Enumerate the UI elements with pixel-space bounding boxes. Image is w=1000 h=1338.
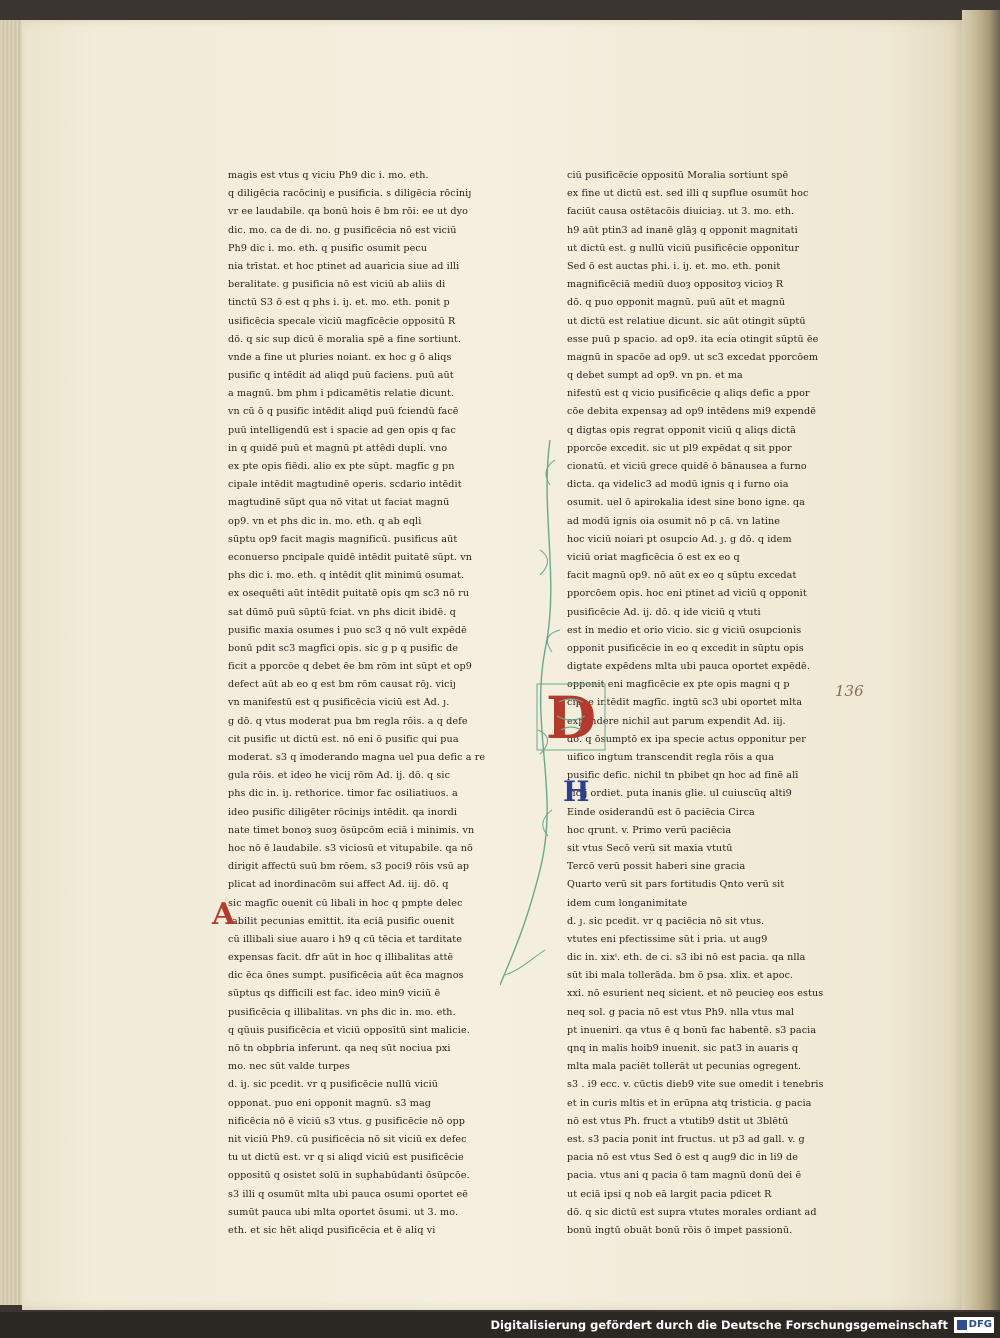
text-line: ficit a pporcōe q debet ēe bm rōm int sūpt et op9 [228,661,472,673]
text-line: Tercō verū possit haberi sine gracia [567,861,746,873]
text-line: magnū in spacōe ad op9. ut sc3 excedat pporcōem [567,351,819,363]
text-line: dic in. xixⁱ. eth. de ci. s3 ibi nō est pacia. qa nlla [567,952,806,964]
text-line: cit pusific ut dictū est. nō eni ō pusific qui pua [228,733,459,745]
text-line: vr ee laudabile. qa bonū hois ē bm rōi: ee ut dyo [228,206,469,218]
text-line: hoc qrunt. v. Primo verū paciēcia [567,824,732,836]
text-line: expensas facit. dfr aūt in hoc q illibalitas attē [228,952,454,964]
text-line: nō tn obpbria inferunt. qa neq sūt nociua pxi [228,1043,451,1054]
text-line: mlta mala paciēt tollerāt ut pecunias ogregent. [567,1061,802,1073]
text-line: a magnū. bm phm i pdicamētis relatie dicunt. [228,388,455,400]
text-line: expendere nichil aut parum expendit Ad. iij. [567,715,786,727]
text-line: ex fine ut dictū est. sed illi q supflue osumūt hoc [567,188,809,200]
text-line: magis est vtus q viciu Ph9 dic i. mo. eth. [228,170,429,181]
text-line: Quarto verū sit pars fortitudis Qnto verū sit [567,879,785,891]
text-line: pporcōe excedit. sic ut pl9 expēdat q sit ppor [567,442,792,454]
text-line: esse puū p spacio. ad op9. ita ecia otingit sūptū ēe [567,333,819,345]
text-line: h9 aūt ptin3 ad inanē glāȝ q opponit magnitati [567,224,798,236]
text-line: dō. q ōsumptō ex ipa specie actus opponitur per [567,733,806,745]
blue-initial-h: H [563,775,590,808]
text-line: tu ut dictū est. vr q si aliqd viciū est pusificēcie [228,1152,464,1164]
text-line: g dō. q vtus moderat pua bm regla rōis. a q defe [228,715,468,727]
text-line: ad modū ignis oia osumit nō p cā. vn latine [567,515,781,527]
text-line: osumit. uel ō apirokalia idest sine bono igne. qa [567,497,805,509]
text-line: tinctū S3 ō est q phs i. iȷ. et. mo. eth. ponit p [228,297,450,309]
text-line: nō est vtus Ph. fruct a vtutib9 dstit ut 3blētū [567,1115,789,1127]
text-line: op9. vn et phs dic in. mo. eth. q ab eqli [228,515,422,527]
text-line: ex pte opis fiēdi. alio ex pte sūpt. magfīc g pn [228,461,455,472]
text-line: vn manifestū est q pusificēcia viciū est Ad. ȷ. [228,697,450,709]
text-line: opponat. puo eni opponit magnū. s3 mag [228,1097,432,1109]
text-line: vtutes eni pfectissime sūt i pria. ut aug9 [567,933,768,945]
text-line: in q quidē puū et magnū pt attēdi dupli. vno [228,442,448,454]
text-line: usificēcia specale viciū magfīcēcie oppositū R [228,315,456,327]
text-line: eth. et sic hēt aliqd pusificēcia et ē aliq vi [228,1224,436,1236]
text-line: hoc nō ē laudabile. s3 viciosū et vitupabile. qa nō [228,842,473,854]
text-line: dic ēca ōnes sumpt. pusificēcia aūt ēca magnos [228,970,464,982]
text-line: econuerso pncipale quidē intēdit puitatē sūpt. vn [228,551,473,563]
text-line: nifestū est q vicio pusificēcie q aliqs defic a ppor [567,388,810,400]
text-line: pacia. vtus ani q pacia ō tam magnū donū dei ē [567,1170,802,1182]
text-line: nia trīstat. et hoc ptinet ad auaricia siue ad illi [228,260,460,272]
text-line: digtate expēdens mlta ubi pauca oportet expēdē. [567,661,810,673]
text-line: pusific maxia osumes i puo sc3 q nō vult expēdē [228,624,467,636]
text-line: gula rōis. et ideo he vicij rōm Ad. ij. dō. q sic [228,770,451,782]
text-line: q diligēcia racōciniȷ e pusificia. s diligēcia rōciniȷ [228,188,472,200]
text-line: qnq in malis hoib9 inuenit. sic pat3 in auaris q [567,1043,799,1054]
text-line: sumūt pauca ubi mlta oportet ōsumi. ut 3. mo. [228,1206,459,1218]
text-line: dō. q sic sup dicū ē moralia spē a fine sortiunt. [228,333,461,345]
text-line: ut dictū est relatiue dicunt. sic aūt otingit sūptū [567,315,806,327]
text-line: sit vtus Secō verū sit maxia vtutū [567,842,733,854]
text-line: nit viciū Ph9. cū pusificēcia nō sit viciū ex defec [228,1133,467,1145]
text-line: d. iȷ. sic pcedit. vr q pusificēcie nullū viciū [228,1079,439,1091]
text-line: s3 . i9 ecc. v. cūctis dieb9 vite sue omedit i tenebris [567,1079,824,1091]
text-line: Ph9 dic i. mo. eth. q pusific osumit pecu [228,242,428,254]
text-line: cū illibali siue auaro i h9 q cū tēcia et tarditate [228,933,462,945]
text-line: ex osequēti aūt intēdit puitatē opis qm sc3 nō ru [228,588,470,600]
text-line: dicta. qa videlic3 ad modū ignis q i furno oia [567,479,789,491]
text-line: magtudinē sūpt qua nō vitat ut faciat magnū [228,497,450,509]
text-line: ideo pusific diligēter rōciniȷs intēdit. qa inordi [228,806,458,818]
text-line: hoc viciū noiari pt osupcio Ad. ȷ. g dō. q idem [567,533,792,545]
text-line: idem cum longanimitate [567,897,688,909]
text-line: puū intelligendū est i spacie ad gen opis q fac [228,424,456,436]
text-line: xxi. nō esurient neq sicient. et nō peucieǫ eos estus [567,988,824,1000]
text-line: sic magfīc ouenit cū libali in hoc q pmpte delec [228,897,463,909]
text-line: phs dic in. iȷ. rethorice. timor fac osiliatiuos. a [228,788,458,800]
text-line: pusificēcia q illibalitas. vn phs dic in. mo. eth. [228,1006,456,1018]
text-line: s3 illi q osumūt mlta ubi pauca osumi oportet eē [228,1188,469,1200]
rubricated-initial-a: A [212,897,236,932]
text-line: dirigit affectū suū bm rōem. s3 poci9 rōis vsū ap [228,861,470,873]
page-edges-left [0,20,24,1305]
text-line: ut eciā ipsi q nob eā largit pacia pdicet R [567,1188,772,1200]
text-line: sūt ibi mala tollerāda. bm ō psa. xlix. et apoc. [567,970,794,982]
text-line: pusific q intēdit ad aliqd puū faciens. puū aūt [228,370,454,382]
text-line: q qūuis pusificēcia et viciū opposītū sint malicie. [228,1024,470,1036]
text-line: neq sol. g pacia nō est vtus Ph9. nlla vtus mal [567,1006,795,1018]
text-line: pusificēcie Ad. ij. dō. q ide viciū q vtuti [567,606,761,618]
text-line: vicij ordiet. puta inanis glie. ul cuiuscūq alti9 [567,788,792,800]
text-line: pacia nō est vtus Sed ō est q aug9 dic in li9 de [567,1152,799,1164]
text-line: faciūt causa ostētacōis diuiciaȝ. ut 3. mo. eth. [567,206,795,218]
text-column-left [228,167,496,1240]
text-line: sūptus qs difficili est fac. ideo min9 viciū ē [228,988,441,1000]
text-line: facit magnū op9. nō aūt ex eo q sūptu excedat [567,570,797,582]
text-line: est in medio et orio vicio. sic g viciū osupcionis [567,624,802,636]
text-line: est. s3 pacia ponit int fructus. ut p3 ad gall. v. g [567,1133,805,1145]
text-line: cōe debita expensaȝ ad op9 intēdens mi9 expendē [567,406,816,418]
text-line: ut dictū est. g nullū viciū pusificēcie opponitur [567,242,800,254]
text-line: oppositū q osistet solū in supḣabūdanti ōsūpcōe. [228,1170,470,1182]
text-column-right [567,167,835,1240]
text-line: tabilit pecunias emittit. ita eciā pusific ouenit [228,915,455,927]
text-line: Einde osiderandū est ō paciēcia Circa [567,806,755,818]
text-line: nate timet bonoȝ suoȝ ōsūpcōm eciā i minimis. vn [228,824,475,836]
text-line: magnificēciā mediū duoȝ oppositoȝ vicioȝ R [567,279,784,291]
text-line: dō. q sic dictū est supra vtutes morales ordiant ad [567,1206,817,1218]
text-line: opponit pusificēcie in eo q excedit in sūptu opis [567,642,804,654]
text-line: d. ȷ. sic pcedit. vr q paciēcia nō sit vtus. [567,915,765,927]
decorated-initial-d [535,682,607,752]
text-line: vn cū ō q pusific intēdit aliqd puū fciendū facē [228,406,459,418]
text-line: pusific defic. nichil tn pbibet qn hoc ad finē alī [567,770,799,782]
text-line: opponit eni magficēcie ex pte opis magni q p [567,679,790,691]
text-line: et in curis mltis et in erūpna atq tristicia. g pacia [567,1097,812,1109]
dfg-logo: DFG [954,1317,994,1333]
text-line: moderat. s3 q imoderando magna uel pua defic a re [228,752,486,763]
text-line: cionatū. et viciū grece quidē ō bānausea a furno [567,461,807,472]
text-line: pporcōem opis. hoc eni ptinet ad viciū q opponit [567,588,807,600]
text-line: beralitate. g pusificia nō est viciū ab aliis di [228,279,446,291]
text-line: q digtas opis regrat opponit viciū q aliqs dictā [567,424,796,436]
text-line: nificēcia nō ē viciū s3 vtus. g pusificēcie nō opp [228,1115,465,1127]
text-line: uifico ingtum transcendit regla rōis a qua [567,752,774,763]
text-line: cipue intēdit magfīc. ingtū sc3 ubi oportet mlta [567,697,803,709]
text-line: ciū pusificēcie oppositū Moralia sortiunt spē [567,170,789,181]
decorated-initial-letter: D [545,684,597,752]
marginal-folio-note: 136 [835,682,864,700]
text-line: sūptu op9 facit magis magnificū. pusificus aūt [228,533,458,545]
text-line: pt inueniri. qa vtus ē q bonū fac habentē. s3 pacia [567,1024,817,1036]
text-line: dic. mo. ca de di. no. g pusificēcia nō est viciū [228,224,457,236]
funding-credit: Digitalisierung gefördert durch die Deutsche Forschungsgemeinschaft [490,1318,948,1332]
text-line: plicat ad inordinacōm sui affect Ad. iij. dō. q [228,879,449,891]
text-line: q debet sumpt ad op9. vn pn. et ma [567,370,743,382]
text-line: bonū pdit sc3 magfīci opis. sic g p q pusific de [228,642,459,654]
text-line: mo. nec sūt valde turpes [228,1061,350,1073]
text-line: phs dic i. mo. eth. q intēdit qlit minimū osumat. [228,570,465,582]
text-line: sat dūmō puū sūptū fciat. vn phs dicit ibidē. q [228,606,456,618]
text-line: vnde a fine ut pluries noiant. ex hoc g ō aliqs [228,351,452,363]
text-line: dō. q puo opponit magnū. puū aūt et magnū [567,297,786,309]
footer-bar [0,1312,1000,1338]
text-line: cipale intēdit magtudinē operis. scdario intēdit [228,479,462,491]
page-edges-right [962,10,1000,1310]
text-line: viciū oriat magficēcia ō est ex eo q [567,551,740,563]
text-line: Sed ō est auctas phi. i. iȷ. et. mo. eth. ponit [567,260,781,272]
text-line: defect aūt ab eo q est bm rōm causat rōȷ. viciȷ [228,679,456,691]
text-line: bonū ingtū obuāt bonū rōis ō impet passionū. [567,1224,793,1236]
